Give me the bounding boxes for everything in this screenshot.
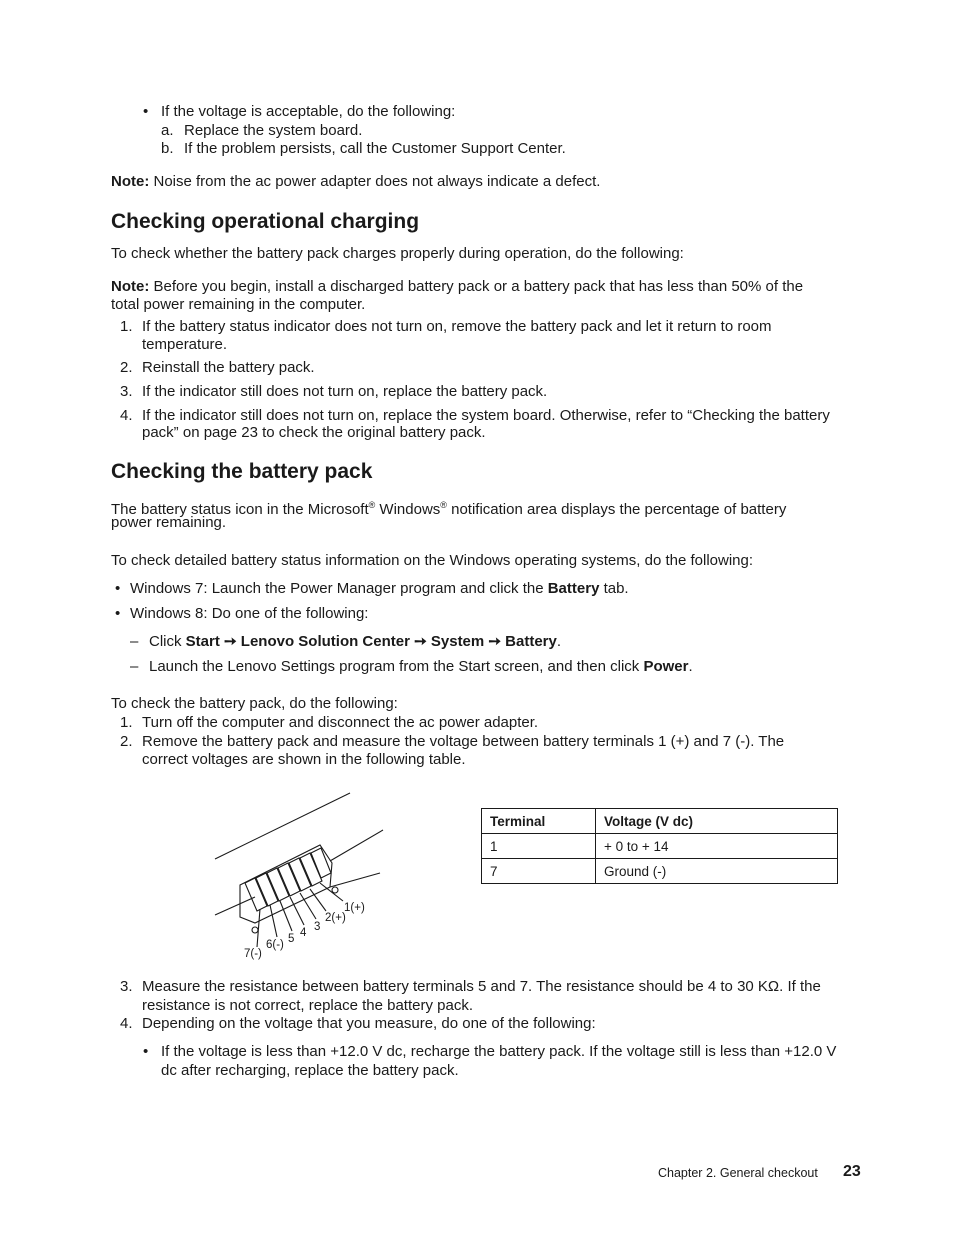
terminal-contact	[267, 868, 289, 901]
table-cell: 7	[482, 859, 596, 884]
sub-bullet-text: dc after recharging, replace the battery pack.	[161, 1062, 459, 1079]
win8-item: Windows 8: Do one of the following:	[130, 605, 369, 622]
step-text: If the battery status indicator does not turn on, remove the battery pack and let it return to room	[142, 318, 772, 335]
right-arrow-icon: ➙	[224, 633, 237, 650]
step-number: 4.	[120, 407, 133, 424]
p1-c: notification area displays the percentage of battery	[446, 501, 787, 518]
step-text: Turn off the computer and disconnect the ac power adapter.	[142, 714, 539, 731]
intro-b: If the problem persists, call the Customer Support Center.	[184, 140, 566, 157]
terminal-contact	[256, 873, 278, 906]
terminal-voltage-table	[481, 808, 838, 884]
right-arrow-icon: ➙	[488, 633, 501, 650]
leader-line	[290, 897, 304, 925]
table-header-row	[482, 809, 838, 834]
table-header-voltage: Voltage (V dc)	[596, 809, 838, 834]
step-number: 2.	[120, 359, 133, 376]
leader-line	[320, 883, 343, 901]
table-row	[482, 859, 838, 884]
registered-mark: ®	[368, 500, 376, 510]
battery-edge-line	[330, 830, 383, 861]
terminal-label-4: 4	[300, 927, 307, 939]
period: .	[556, 633, 562, 650]
section-heading-battery: Checking the battery pack	[111, 460, 373, 483]
launch-text-end: .	[688, 658, 693, 675]
bullet-dot: •	[115, 580, 121, 597]
charging-note-line1	[111, 278, 803, 296]
sub-bullet-text: If the voltage is less than +12.0 V dc, recharge the battery pack. If the voltage still is less than +12.0 V	[161, 1043, 837, 1060]
intro-note	[111, 173, 600, 191]
step-number: 2.	[120, 733, 133, 750]
step-text: correct voltages are shown in the following table.	[142, 751, 466, 768]
path-system: System	[430, 633, 485, 650]
right-arrow-icon: ➙	[414, 633, 427, 650]
launch-item	[149, 658, 693, 676]
p1-a: The battery status icon in the Microsoft	[111, 501, 369, 518]
launch-text: Launch the Lenovo Settings program from the Start screen, and then click	[149, 658, 644, 675]
battery-terminal-diagram	[200, 785, 390, 965]
table-cell: Ground (-)	[596, 859, 838, 884]
step-text: temperature.	[142, 336, 228, 353]
dash-marker: –	[130, 633, 139, 650]
table-cell: 1	[482, 834, 596, 859]
win7-text-end: tab.	[599, 580, 629, 597]
leader-line	[300, 893, 316, 919]
path-lenovo-solution-center: Lenovo Solution Center	[240, 633, 410, 650]
charging-note-line2: total power remaining in the computer.	[111, 296, 366, 313]
step-number: 1.	[120, 714, 133, 731]
battery-edge-line	[330, 873, 380, 887]
note-label: Note:	[111, 278, 150, 295]
click-path	[149, 633, 561, 651]
dash-marker: –	[130, 658, 139, 675]
win7-text: Windows 7: Launch the Power Manager program and click the	[130, 580, 548, 597]
terminal-contact	[300, 853, 322, 886]
step-text: resistance is not correct, replace the battery pack.	[142, 997, 473, 1014]
intro-bullet: If the voltage is acceptable, do the following:	[161, 103, 456, 120]
step-number: 3.	[120, 383, 133, 400]
path-start: Start	[185, 633, 220, 650]
intro-a-marker: a.	[161, 122, 174, 139]
battery-p2: To check detailed battery status information on the Windows operating systems, do the following:	[111, 552, 754, 569]
bullet-dot: •	[143, 1043, 149, 1060]
battery-p1-line2: power remaining.	[111, 514, 227, 531]
intro-b-marker: b.	[161, 140, 174, 157]
charging-intro: To check whether the battery pack charges properly during operation, do the following:	[111, 245, 684, 262]
bullet-dot: •	[115, 605, 121, 622]
terminal-label-2: 2(+)	[325, 912, 346, 924]
note-text: Before you begin, install a discharged battery pack or a battery pack that has less than 50% of the	[153, 278, 804, 295]
table-cell: + 0 to + 14	[596, 834, 838, 859]
battery-edge-line	[215, 897, 255, 915]
table-row	[482, 834, 838, 859]
terminal-contact	[245, 878, 267, 911]
path-battery: Battery	[505, 633, 557, 650]
step-text: Remove the battery pack and measure the voltage between battery terminals 1 (+) and 7 (-). The	[142, 733, 785, 750]
step-text: pack” on page 23 to check the original battery pack.	[142, 424, 486, 441]
battery-p3: To check the battery pack, do the following:	[111, 695, 398, 712]
leader-line	[270, 905, 277, 937]
p1-b: Windows	[375, 501, 441, 518]
terminal-contact	[278, 863, 300, 896]
step-text: If the indicator still does not turn on, replace the system board. Otherwise, refer to “Checking the battery	[142, 407, 830, 424]
terminal-label-7: 7(-)	[244, 948, 262, 960]
power-label: Power	[643, 658, 689, 675]
screw-icon	[332, 887, 338, 893]
note-label: Note:	[111, 173, 150, 190]
step-text: Depending on the voltage that you measure, do one of the following:	[142, 1015, 596, 1032]
bullet-dot: •	[143, 103, 149, 120]
table-header-terminal: Terminal	[482, 809, 596, 834]
step-text: Measure the resistance between battery terminals 5 and 7. The resistance should be 4 to 30 KΩ. If the	[142, 978, 821, 995]
step-text: Reinstall the battery pack.	[142, 359, 315, 376]
registered-mark: ®	[440, 500, 447, 510]
section-heading-charging: Checking operational charging	[111, 210, 420, 233]
terminal-contact	[289, 858, 311, 891]
step-number: 4.	[120, 1015, 133, 1032]
step-text: If the indicator still does not turn on, replace the battery pack.	[142, 383, 548, 400]
note-text: Noise from the ac power adapter does not always indicate a defect.	[153, 173, 601, 190]
step-number: 1.	[120, 318, 133, 335]
step-number: 3.	[120, 978, 133, 995]
terminal-label-1: 1(+)	[344, 902, 365, 914]
footer-chapter: Chapter 2. General checkout	[658, 1166, 818, 1180]
screw-icon	[252, 927, 258, 933]
battery-tab-label: Battery	[547, 580, 600, 597]
page-number: 23	[843, 1163, 861, 1180]
terminal-label-3: 3	[314, 921, 321, 933]
click-label: Click	[149, 633, 186, 650]
terminal-label-6: 6(-)	[266, 939, 284, 951]
win7-item	[130, 580, 629, 598]
intro-a: Replace the system board.	[184, 122, 363, 139]
battery-edge-line	[215, 793, 350, 859]
connector-housing	[240, 845, 332, 923]
terminal-label-5: 5	[288, 933, 295, 945]
